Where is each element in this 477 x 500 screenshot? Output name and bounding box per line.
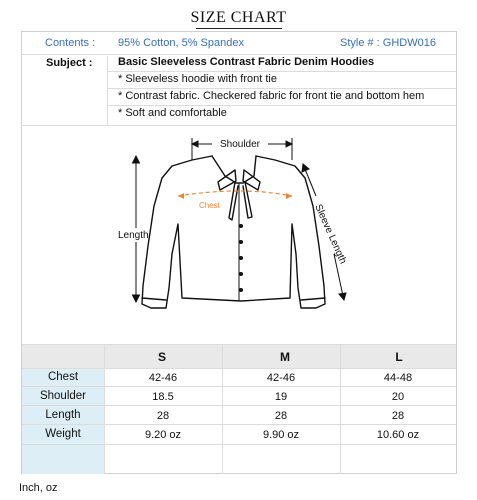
table-cell: 28 [274,410,288,422]
row-label-shoulder: Shoulder [39,390,87,402]
divider [22,444,456,445]
divider [22,368,456,369]
row-label-length: Length [45,409,81,421]
chest-label: Chest [199,201,220,210]
shirt-outline [142,156,325,308]
table-cell: 20 [391,391,405,403]
contents-label: Contents : [45,37,96,49]
divider [108,71,456,72]
feature-bullet: * Sleeveless hoodie with front tie [118,73,277,85]
length-label: Length [118,230,149,241]
size-header-s: S [157,350,166,364]
row-header-column [22,368,104,474]
contents-value: 95% Cotton, 5% Spandex [118,37,244,49]
size-header-m: M [280,350,290,364]
divider [108,105,456,106]
contents-row [22,33,456,53]
column-divider [340,345,341,474]
table-cell: 44-48 [383,372,413,384]
title-underline [196,28,282,29]
table-cell: 10.60 oz [376,429,420,441]
length-arrow [133,156,140,302]
collar-outline [212,156,256,183]
size-table-header [22,345,456,368]
style-number: Style # : GHDW016 [340,37,436,49]
table-cell: 19 [274,391,288,403]
product-title: Basic Sleeveless Contrast Fabric Denim Hoodies [118,56,375,68]
bow-left-loop [218,170,236,190]
chest-measure-line [178,191,292,199]
row-label-chest: Chest [47,371,79,383]
divider [22,424,456,425]
table-cell: 9.20 oz [144,429,182,441]
subject-label: Subject : [46,57,93,69]
feature-bullet: * Contrast fabric. Checkered fabric for front tie and bottom hem [118,90,425,102]
table-cell: 9.90 oz [262,429,300,441]
table-cell: 42-46 [148,372,178,384]
divider [22,54,456,55]
divider [22,405,456,406]
page-title: SIZE CHART [190,9,287,26]
size-header-l: L [395,350,403,364]
garment-diagram [22,126,456,344]
bow-left-tail [229,182,238,220]
feature-bullet: * Soft and comfortable [118,107,227,119]
shoulder-label: Shoulder [219,139,261,150]
column-divider [104,345,105,474]
sleeve-length-label: Sleeve Length [312,202,349,266]
table-cell: 28 [391,410,405,422]
divider [108,88,456,89]
row-label-weight: Weight [45,428,81,440]
button-icons [239,224,243,292]
bow-right-tail [243,182,252,218]
column-divider [222,345,223,474]
subject-label-cell [22,56,108,126]
table-cell: 28 [156,410,170,422]
table-cell: 42-46 [266,372,296,384]
table-cell: 18.5 [152,391,174,403]
divider [22,386,456,387]
units-note: Inch, oz [19,482,58,494]
